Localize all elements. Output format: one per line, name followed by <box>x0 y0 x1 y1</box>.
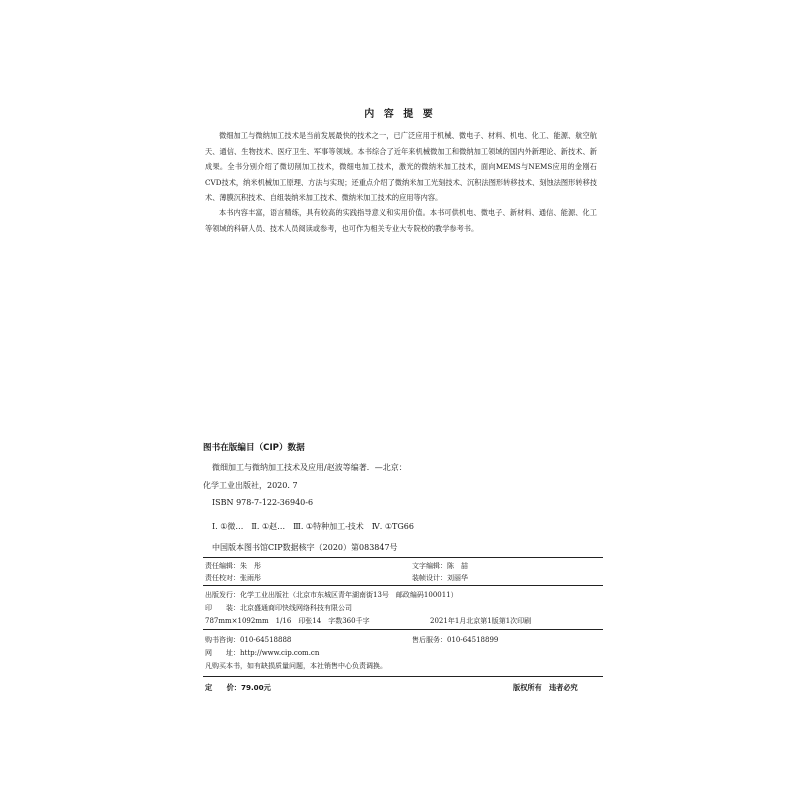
rule-editors <box>203 585 603 586</box>
rule-publishing <box>203 629 603 630</box>
summary-paragraph-1: 微细加工与微纳加工技术是当前发展最快的技术之一，已广泛应用于机械、微电子、材料、机电、化工、能源、航空航天、通信、生物技术、医疗卫生、军事等领域。本书综合了近年来机械微加工和微纳加工领域的国内外新理论、新技术、新成果。全书分别介绍了微切削加工技术，微细电加工技术，激光的微纳米加工技术，面向MEMS与NEMS应用的金刚石CVD技术，纳米机械加工原理、方法与实现；还重点介绍了微纳米加工光刻技术、沉积法图形转移技术、刻蚀法图形转移技术、薄膜沉积技术、自组装纳米加工技术、微纳米加工技术的应用等内容。 <box>205 131 597 202</box>
text-editor: 文字编辑：陈 喆 <box>412 562 468 570</box>
binding-design: 装帧设计：刘丽华 <box>412 574 468 582</box>
responsible-editor: 责任编辑：朱 彤 <box>205 562 261 570</box>
replacement-notice: 凡购买本书，如有缺损质量问题，本社销售中心负责调换。 <box>205 662 387 670</box>
spec-info: 787mm×1092mm 1/16 印张14 字数360千字 <box>205 617 370 625</box>
rule-top <box>203 557 603 558</box>
website-info: 网 址：http://www.cip.com.cn <box>205 649 320 657</box>
summary-title: 内 容 提 要 <box>364 109 436 120</box>
printer-info: 印 装：北京盛通商印快线网络科技有限公司 <box>205 604 352 612</box>
cip-core-line: 中国版本图书馆CIP数据核字（2020）第083847号 <box>212 543 398 552</box>
publisher-info: 出版发行：化学工业出版社（北京市东城区青年湖南街13号 邮政编码100011） <box>205 591 458 599</box>
cip-classification-line: Ⅰ. ①微… Ⅱ. ①赵… Ⅲ. ①特种加工-技术 Ⅳ. ①TG66 <box>212 522 414 531</box>
cip-heading: 图书在版编目（CIP）数据 <box>203 443 305 453</box>
summary-paragraph-2: 本书内容丰富，语言精练，具有较高的实践指导意义和实用价值。本书可供机电、微电子、新材料、通信、能源、化工等领域的科研人员、技术人员阅读或参考，也可作为相关专业大专院校的教学参考书。 <box>205 208 597 233</box>
purchase-consult: 购书咨询：010-64518888 <box>205 636 292 644</box>
rule-bottom <box>203 676 603 677</box>
cip-book-line: 微细加工与微纳加工技术及应用/赵波等编著．—北京： <box>212 463 407 472</box>
responsible-proofreader: 责任校对：张雨彤 <box>205 574 261 582</box>
edition-info: 2021年1月北京第1版第1次印刷 <box>430 617 532 625</box>
cip-publisher-line: 化学工业出版社，2020. 7 <box>203 481 298 490</box>
price-label: 定 价：79.00元 <box>205 683 271 692</box>
cip-isbn-line: ISBN 978-7-122-36940-6 <box>212 498 314 507</box>
after-sales-service: 售后服务：010-64518899 <box>412 636 499 644</box>
copyright-notice: 版权所有 违者必究 <box>513 683 578 692</box>
